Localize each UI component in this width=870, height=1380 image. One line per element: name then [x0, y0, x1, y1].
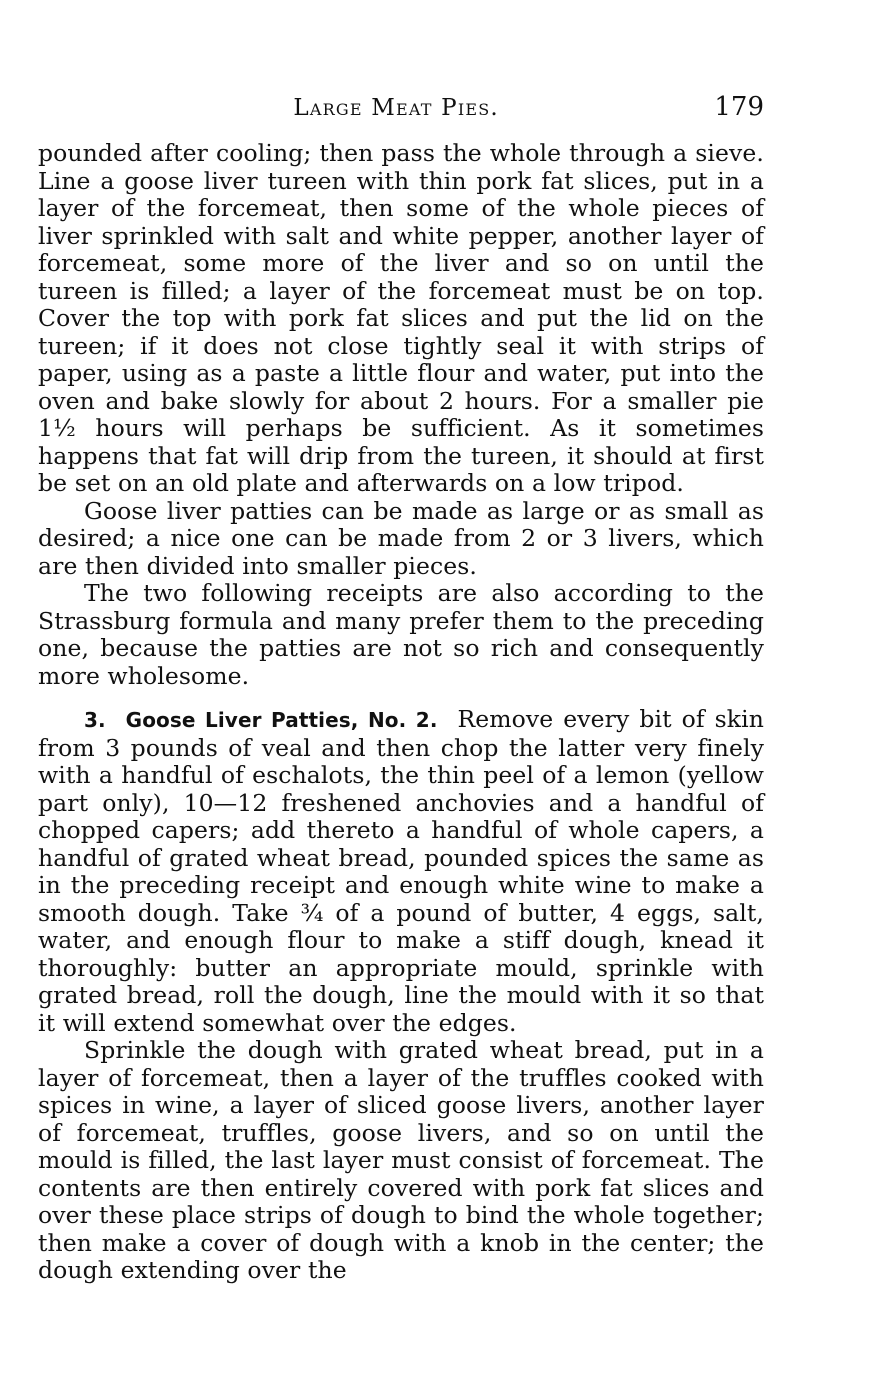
recipe-text: Remove every bit of skin from 3 pounds of veal and then chop the latter very finely with a handful of eschalots, the thin peel of a lemon (yellow part only), 10—12 freshened anchovies and a handful of chopped capers; add thereto a handful of whole capers, a handful of grated wheat bread, pounded spices the same as in the preceding receipt and enough white wine to make a smooth dough. Take ¾ of a pound of butter, 4 eggs, salt, water, and enough flour to make a stiff dough, knead it thoroughly: butter an appropriate mould, sprinkle with grated bread, roll the dough, line the mould with it so that it will extend somewhat over the edges. — [38, 705, 764, 1037]
running-head — [38, 92, 764, 136]
recipe-number: 3. — [84, 708, 106, 732]
running-title: Large Meat Pies. — [293, 95, 499, 121]
paragraph-assembly: Sprinkle the dough with grated wheat bread, put in a layer of forcemeat, then a layer of the truffles cooked with spices in wine, a layer of sliced goose livers, another layer of forcemeat, truffles, goose livers, and so on until the mould is filled, the last layer must consist of forcemeat. The contents are then entirely covered with pork fat slices and over these place strips of dough to bind the whole together; then make a cover of dough with a knob in the center; the dough extending over the — [38, 1036, 764, 1284]
paragraph-patty-size: Goose liver patties can be made as large or as small as desired; a nice one can be made from 2 or 3 livers, which are then divided into smaller pieces. — [38, 496, 764, 580]
paragraph-recipe-3 — [38, 706, 764, 1037]
page-body — [38, 140, 764, 1285]
recipe-title: Goose Liver Patties, No. 2. — [125, 708, 438, 732]
paragraph-strassburg: The two following receipts are also according to the Strassburg formula and many prefer them to the preceding one, because the patties are not so rich and consequently more wholesome. — [38, 579, 764, 690]
paragraph-continued: pounded after cooling; then pass the whole through a sieve. Line a goose liver tureen with thin pork fat slices, put in a layer of the forcemeat, then some of the whole pieces of liver sprinkled with salt and white pepper, another layer of forcemeat, some more of the liver and so on until the tureen is filled; a layer of the forcemeat must be on top. Cover the top with pork fat slices and put the lid on the tureen; if it does not close tightly seal it with strips of paper, using as a paste a little flour and water, put into the oven and bake slowly for about 2 hours. For a smaller pie 1½ hours will perhaps be sufficient. As it sometimes happens that fat will drip from the tureen, it should at first be set on an old plate and afterwards on a low tripod. — [38, 139, 764, 497]
page-number: 179 — [714, 92, 764, 122]
